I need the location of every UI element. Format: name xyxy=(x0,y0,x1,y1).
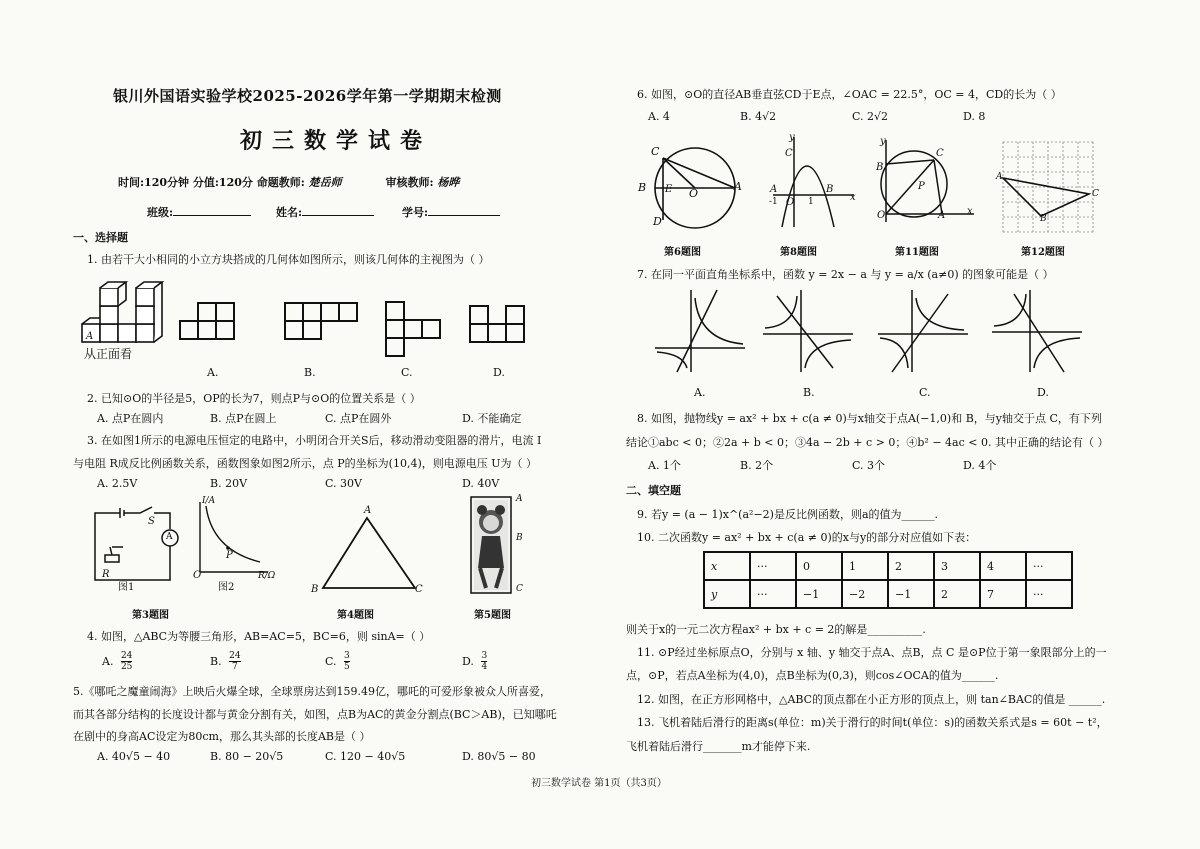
table-cell: ··· xyxy=(750,580,796,608)
class-label: 班级: xyxy=(147,206,174,219)
fig11-label-c: C xyxy=(936,148,944,159)
table-cell: −1 xyxy=(796,580,842,608)
q7-graph-c xyxy=(878,288,973,373)
q3-ammeter-label: A xyxy=(166,532,173,542)
q3-i-axis-label: I/A xyxy=(202,496,216,506)
fig6-label-c: C xyxy=(651,145,660,158)
q3-option-d[interactable]: D. 40V xyxy=(462,477,500,490)
q4-option-d-num: 3 xyxy=(481,651,488,661)
table-cell: y xyxy=(704,580,750,608)
fig6-label-b: B xyxy=(638,181,647,194)
q1-option-d[interactable]: D. xyxy=(493,366,505,379)
caption-q11: 第11题图 xyxy=(895,247,939,258)
q5-stem-line1: 5.《哪吒之魔童闹海》上映后火爆全球，全球票房达到159.49亿，哪吒的可爱形象被众人所喜爱， xyxy=(73,685,551,698)
q6-option-a[interactable]: A. 4 xyxy=(648,110,670,123)
caption-q3: 第3题图 xyxy=(132,610,169,621)
q5-stem-line2: 而其各部分结构的长度设计都与黄金分割有关，如图，点B为AC的黄金分割点(BC＞AB)，已知哪吒 xyxy=(73,708,557,721)
table-cell: x xyxy=(704,552,750,580)
fig8-label-o: O xyxy=(786,197,795,208)
q2-stem: 2. 已知⊙O的半径是5，OP的长为7，则点P与⊙O的位置关系是（ ） xyxy=(87,392,421,405)
q7-option-c[interactable]: C. xyxy=(919,386,931,399)
q2-option-a[interactable]: A. 点P在圆内 xyxy=(97,412,164,425)
q4-triangle xyxy=(315,512,425,592)
q4-option-d[interactable] xyxy=(462,651,487,672)
fig11-label-b: B xyxy=(876,162,884,173)
q3-option-c[interactable]: C. 30V xyxy=(325,477,362,490)
exam-meta-text: 时间:120分钟 分值:120分 命题教师: xyxy=(118,176,305,189)
q7-stem: 7. 在同一平面直角坐标系中，函数 y = 2x − a 与 y = a/x (a≠0) 的图象可能是（ ） xyxy=(637,268,1054,281)
poster-label-c: C xyxy=(516,584,523,594)
q9-stem: 9. 若y = (a − 1)x^(a²−2)是反比例函数，则a的值为______. xyxy=(637,508,939,521)
fig8-label-x: x xyxy=(850,192,856,203)
q8-stem-line2: 结论①abc < 0；②2a + b < 0；③4a − 2b + c > 0；④b² − 4ac < 0. 其中正确的结论有（ ） xyxy=(626,436,1109,449)
q7-graph-b xyxy=(763,288,858,373)
q3-r-axis-label: R/Ω xyxy=(258,571,276,581)
q8-parabola-figure xyxy=(768,135,858,230)
poster-label-b: B xyxy=(516,533,523,543)
q3-p-label: P xyxy=(226,550,233,561)
setter-name: 楚岳师 xyxy=(308,176,342,189)
q6-option-b[interactable]: B. 4√2 xyxy=(740,110,777,123)
q1-option-c[interactable]: C. xyxy=(401,366,413,379)
fig11-label-y: y xyxy=(880,136,886,147)
q11-stem-line1: 11. ⊙P经过坐标原点O，分别与 x 轴、y 轴交于点A、点B，点 C 是⊙P位于第一象限部分上的一 xyxy=(637,646,1107,659)
fig8-label-y: y xyxy=(789,132,795,143)
class-field[interactable] xyxy=(147,204,251,220)
name-field[interactable] xyxy=(276,204,374,220)
fig8-label-m1: -1 xyxy=(769,197,778,207)
exam-meta xyxy=(118,174,459,190)
school-title: 银川外国语实验学校2025-2026学年第一学期期末检测 xyxy=(113,87,502,105)
q4-option-d-letter: D. xyxy=(462,655,474,668)
fig6-label-e: E xyxy=(665,184,673,195)
table-cell: 2 xyxy=(934,580,980,608)
fig6-label-a: A xyxy=(734,180,742,193)
q5-nezha-figure xyxy=(470,496,514,596)
table-row-y xyxy=(704,580,1072,608)
q10-question: 则关于x的一元二次方程ax² + bx + c = 2的解是__________. xyxy=(626,623,926,636)
q4-option-b-letter: B. xyxy=(210,655,222,668)
fig11-label-a: A xyxy=(938,210,946,221)
q5-option-d[interactable]: D. 80√5 − 80 xyxy=(462,750,536,763)
q2-option-b[interactable]: B. 点P在圆上 xyxy=(210,412,277,425)
fig8-label-a: A xyxy=(770,184,778,195)
q2-option-c[interactable]: C. 点P在圆外 xyxy=(325,412,392,425)
q7-graph-a xyxy=(655,288,750,373)
q5-option-c[interactable]: C. 120 − 40√5 xyxy=(325,750,406,763)
q7-option-d[interactable]: D. xyxy=(1037,386,1049,399)
q8-option-c[interactable]: C. 3个 xyxy=(852,459,886,472)
q7-option-a[interactable]: A. xyxy=(694,386,706,399)
section-fill: 二、填空题 xyxy=(626,484,681,497)
q13-stem-line2: 飞机着陆后滑行_______m才能停下来. xyxy=(626,740,811,753)
q11-stem-line2: 点，⊙P，若点A坐标为(4,0)，点B坐标为(0,3)，则cos∠OCA的值为______. xyxy=(626,669,999,682)
section-choice: 一、选择题 xyxy=(73,231,128,244)
q8-option-b[interactable]: B. 2个 xyxy=(740,459,774,472)
q4-option-d-den: 4 xyxy=(481,662,488,672)
fig12-label-b: B xyxy=(1040,214,1047,224)
page-footer: 初三数学试卷 第1页（共3页） xyxy=(531,778,667,789)
front-view-label: 从正面看 xyxy=(84,347,133,361)
q4-option-a-den: 25 xyxy=(120,662,133,672)
q4-option-b-den: 7 xyxy=(231,662,238,672)
table-cell: 1 xyxy=(842,552,888,580)
q1-option-a-shape xyxy=(178,302,238,342)
q3-switch-label: S xyxy=(148,516,155,527)
q1-option-d-shape xyxy=(468,304,528,346)
fig12-label-c: C xyxy=(1092,189,1099,199)
fig6-label-d: D xyxy=(653,215,662,228)
fig6-label-o: O xyxy=(689,187,699,200)
q1-option-b[interactable]: B. xyxy=(304,366,316,379)
q6-stem: 6. 如图，⊙O的直径AB垂直弦CD于E点，∠OAC = 22.5°，OC = 4，CD的长为（ ） xyxy=(637,88,1062,101)
fig8-label-b: B xyxy=(826,184,834,195)
q7-option-b[interactable]: B. xyxy=(803,386,815,399)
q4-option-c-den: 5 xyxy=(344,662,350,672)
q3-fig2-label: 图2 xyxy=(218,582,235,593)
table-cell: 2 xyxy=(888,552,934,580)
caption-q12: 第12题图 xyxy=(1021,247,1065,258)
q4-option-c-num: 3 xyxy=(344,651,350,661)
q12-grid-figure xyxy=(1003,142,1103,232)
q5-option-a[interactable]: A. 40√5 − 40 xyxy=(97,750,171,763)
fig8-label-one: 1 xyxy=(808,197,814,207)
q8-option-a[interactable]: A. 1个 xyxy=(648,459,681,472)
q4-option-c-letter: C. xyxy=(325,655,337,668)
q4-option-c[interactable] xyxy=(325,651,350,672)
q13-stem-line1: 13. 飞机着陆后滑行的距离s(单位：m)关于滑行的时间t(单位：s)的函数关系式是s = 60t − t²， xyxy=(637,716,1108,729)
table-cell: 7 xyxy=(980,580,1026,608)
q3-stem-line2: 与电阻 R成反比例函数关系，函数图象如图2所示，点 P的坐标为(10,4)，则电源电压 U为（ ） xyxy=(73,457,538,470)
q3-stem-line1: 3. 在如图1所示的电源电压恒定的电路中，小明闭合开关S后，移动滑动变阻器的滑片，电流 I xyxy=(87,434,542,447)
q4-option-a-letter: A. xyxy=(102,655,114,668)
q11-circle-figure xyxy=(878,140,978,225)
q3-option-b[interactable]: B. 20V xyxy=(210,477,248,490)
q3-option-a[interactable]: A. 2.5V xyxy=(97,477,138,490)
q4-option-b-num: 24 xyxy=(229,651,241,661)
name-label: 姓名: xyxy=(276,206,303,219)
tri-label-b: B xyxy=(311,584,319,595)
id-label: 学号: xyxy=(402,206,429,219)
fig11-label-x: x xyxy=(967,206,973,217)
q2-option-d[interactable]: D. 不能确定 xyxy=(462,412,522,425)
q4-option-a-num: 24 xyxy=(120,651,133,661)
caption-q4: 第4题图 xyxy=(337,610,374,621)
q10-stem: 10. 二次函数y = ax² + bx + c(a ≠ 0)的x与y的部分对应值如下表： xyxy=(637,531,977,544)
paper-title: 初三数学试卷 xyxy=(240,128,433,154)
table-cell: −1 xyxy=(888,580,934,608)
table-cell: 4 xyxy=(980,552,1026,580)
fig8-label-c: C xyxy=(785,148,793,159)
q8-option-d[interactable]: D. 4个 xyxy=(963,459,997,472)
table-cell: ··· xyxy=(1026,580,1072,608)
q1-option-a[interactable]: A. xyxy=(207,366,219,379)
q4-option-b[interactable] xyxy=(210,651,241,672)
table-cell: 0 xyxy=(796,552,842,580)
q5-stem-line3: 在剧中的身高AC设定为80cm，那么其头部的长度AB是（ ） xyxy=(73,730,371,743)
table-cell: 3 xyxy=(934,552,980,580)
tri-label-c: C xyxy=(415,584,423,595)
fig12-label-a: A xyxy=(996,172,1003,182)
q1-stem: 1. 由若干大小相同的小立方块搭成的几何体如图所示，则该几何体的主视图为（ ） xyxy=(87,253,490,266)
caption-q6: 第6题图 xyxy=(664,247,701,258)
q8-stem-line1: 8. 如图，抛物线y = ax² + bx + c(a ≠ 0)与x轴交于点A(−1,0)和 B，与y轴交于点 C，有下列 xyxy=(637,412,1102,425)
arrow-label-a: A xyxy=(86,331,94,342)
caption-q8: 第8题图 xyxy=(780,247,817,258)
q3-resistor-label: R xyxy=(102,569,110,580)
fig11-label-p: P xyxy=(918,181,925,192)
q6-option-d[interactable]: D. 8 xyxy=(963,110,986,123)
caption-q5: 第5题图 xyxy=(474,610,511,621)
fig11-label-o: O xyxy=(877,210,886,221)
reviewer-name: 杨晔 xyxy=(437,176,460,189)
q3-origin-label: O xyxy=(193,570,202,581)
table-cell: −2 xyxy=(842,580,888,608)
poster-label-a: A xyxy=(516,494,523,504)
q12-stem: 12. 如图，在正方形网格中，△ABC的顶点都在小正方形的顶点上，则 tan∠BAC的值是 ______. xyxy=(637,693,1106,706)
q4-option-a[interactable] xyxy=(102,651,132,672)
q4-stem: 4. 如图，△ABC为等腰三角形，AB=AC=5，BC=6，则 sinA=（ ） xyxy=(87,630,431,643)
id-field[interactable] xyxy=(402,204,500,220)
table-cell: ··· xyxy=(1026,552,1072,580)
q7-graph-d xyxy=(992,288,1087,373)
q6-option-c[interactable]: C. 2√2 xyxy=(852,110,889,123)
q3-inverse-graph xyxy=(190,500,270,580)
reviewer-label: 审核教师: xyxy=(385,176,434,189)
q10-value-table xyxy=(703,551,1073,609)
q3-fig1-label: 图1 xyxy=(118,582,135,593)
tri-label-a: A xyxy=(364,505,372,516)
q1-option-c-shape xyxy=(384,300,444,360)
table-cell: ··· xyxy=(750,552,796,580)
q1-option-b-shape xyxy=(283,302,363,342)
table-row-x xyxy=(704,552,1072,580)
q5-option-b[interactable]: B. 80 − 20√5 xyxy=(210,750,284,763)
